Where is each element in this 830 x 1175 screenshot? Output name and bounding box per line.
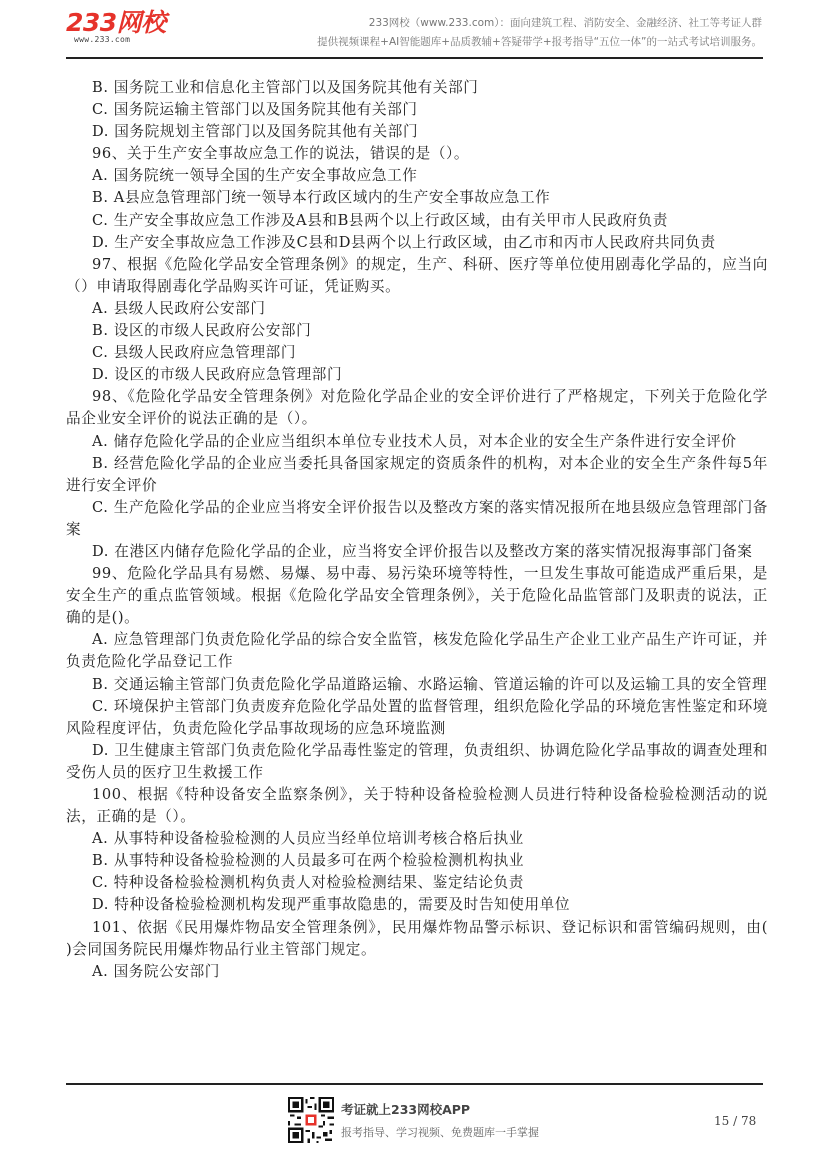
question: 97、根据《危险化学品安全管理条例》的规定，生产、科研、医疗等单位使用剧毒化学品的，应当向（）申请取得剧毒化学品购买许可证，凭证购买。 bbox=[66, 255, 768, 295]
qr-code-icon[interactable] bbox=[288, 1097, 334, 1143]
slogan-line-2: 提供视频课程+AI智能题库+品质教辅+答疑带学+报考指导“五位一体”的一站式考试培训服务。 bbox=[317, 36, 762, 48]
paragraph: D. 特种设备检验检测机构发现严重事故隐患的，需要及时告知使用单位 bbox=[92, 896, 571, 914]
header-divider bbox=[66, 57, 763, 59]
app-promo-subtitle: 报考指导、学习视频、免费题库一手掌握 bbox=[341, 1126, 539, 1139]
paragraph: C. 国务院运输主管部门以及国务院其他有关部门 bbox=[92, 101, 418, 119]
page-header bbox=[0, 0, 830, 60]
question: 99、危险化学品具有易燃、易爆、易中毒、易污染环境等特性，一旦发生事故可能造成严重后果，是安全生产的重点监管领域。根据《危险化学品安全管理条例》，关于危险化品监管部门及职责的说法，正确的是()。 bbox=[66, 565, 768, 627]
logo[interactable]: 233网校 bbox=[66, 8, 166, 37]
logo-url: www.233.com bbox=[74, 35, 131, 44]
paragraph: D. 国务院规划主管部门以及国务院其他有关部门 bbox=[92, 123, 419, 141]
app-promo-title: 考证就上233网校APP bbox=[341, 1102, 471, 1117]
question: 100、根据《特种设备安全监察条例》，关于特种设备检验检测人员进行特种设备检验检测活动的说法，正确的是（）。 bbox=[66, 786, 768, 826]
paragraph: D. 生产安全事故应急工作涉及C县和D县两个以上行政区域，由乙市和丙市人民政府共同负责 bbox=[92, 233, 716, 251]
paragraph: A. 县级人民政府公安部门 bbox=[92, 299, 266, 317]
page-number: 15 / 78 bbox=[714, 1114, 757, 1128]
paragraph: A. 国务院公安部门 bbox=[92, 962, 220, 980]
paragraph: D. 卫生健康主管部门负责危险化学品毒性鉴定的管理，负责组织、协调危险化学品事故的调查处理和受伤人员的医疗卫生救援工作 bbox=[66, 741, 768, 781]
paragraph: B. 设区的市级人民政府公安部门 bbox=[92, 322, 312, 340]
paragraph: B. A县应急管理部门统一领导本行政区域内的生产安全事故应急工作 bbox=[92, 189, 551, 207]
paragraph: A. 应急管理部门负责危险化学品的综合安全监管，核发危险化学品生产企业工业产品生产许可证，并负责危险化学品登记工作 bbox=[66, 631, 768, 671]
paragraph: C. 生产危险化学品的企业应当将安全评价报告以及整改方案的落实情况报所在地县级应急管理部门备案 bbox=[66, 498, 768, 538]
paragraph: A. 国务院统一领导全国的生产安全事故应急工作 bbox=[92, 167, 418, 185]
paragraph: C. 生产安全事故应急工作涉及A县和B县两个以上行政区域，由有关甲市人民政府负责 bbox=[92, 211, 668, 229]
document-body bbox=[66, 77, 768, 983]
paragraph: C. 县级人民政府应急管理部门 bbox=[92, 344, 297, 362]
paragraph: C. 环境保护主管部门负责废弃危险化学品处置的监督管理，组织危险化学品的环境危害性鉴定和环境风险程度评估，负责危险化学品事故现场的应急环境监测 bbox=[66, 697, 768, 737]
paragraph: D. 设区的市级人民政府应急管理部门 bbox=[92, 366, 343, 384]
question: 96、关于生产安全事故应急工作的说法，错误的是（）。 bbox=[92, 145, 470, 163]
paragraph: D. 在港区内储存危险化学品的企业，应当将安全评价报告以及整改方案的落实情况报海事部门备案 bbox=[92, 542, 753, 560]
paragraph: B. 从事特种设备检验检测的人员最多可在两个检验检测机构执业 bbox=[92, 852, 525, 870]
footer-divider bbox=[66, 1083, 763, 1085]
slogan-line-1: 233网校（www.233.com）：面向建筑工程、消防安全、金融经济、社工等考证人群 bbox=[368, 17, 762, 29]
paragraph: C. 特种设备检验检测机构负责人对检验检测结果、鉴定结论负责 bbox=[92, 874, 524, 892]
paragraph: B. 经营危险化学品的企业应当委托具备国家规定的资质条件的机构，对本企业的安全生产条件每5年进行安全评价 bbox=[66, 454, 768, 494]
header-slogan bbox=[317, 14, 762, 52]
question: 101、依据《民用爆炸物品安全管理条例》，民用爆炸物品警示标识、登记标识和雷管编码规则，由( )会同国务院民用爆炸物品行业主管部门规定。 bbox=[66, 918, 768, 958]
paragraph: A. 储存危险化学品的企业应当组织本单位专业技术人员，对本企业的安全生产条件进行安全评价 bbox=[92, 432, 737, 450]
paragraph: B. 国务院工业和信息化主管部门以及国务院其他有关部门 bbox=[92, 79, 479, 96]
paragraph: A. 从事特种设备检验检测的人员应当经单位培训考核合格后执业 bbox=[92, 830, 524, 848]
question: 98、《危险化学品安全管理条例》对危险化学品企业的安全评价进行了严格规定，下列关于危险化学品企业安全评价的说法正确的是（）。 bbox=[66, 388, 768, 428]
paragraph: B. 交通运输主管部门负责危险化学品道路运输、水路运输、管道运输的许可以及运输工具的安全管理 bbox=[92, 675, 768, 693]
